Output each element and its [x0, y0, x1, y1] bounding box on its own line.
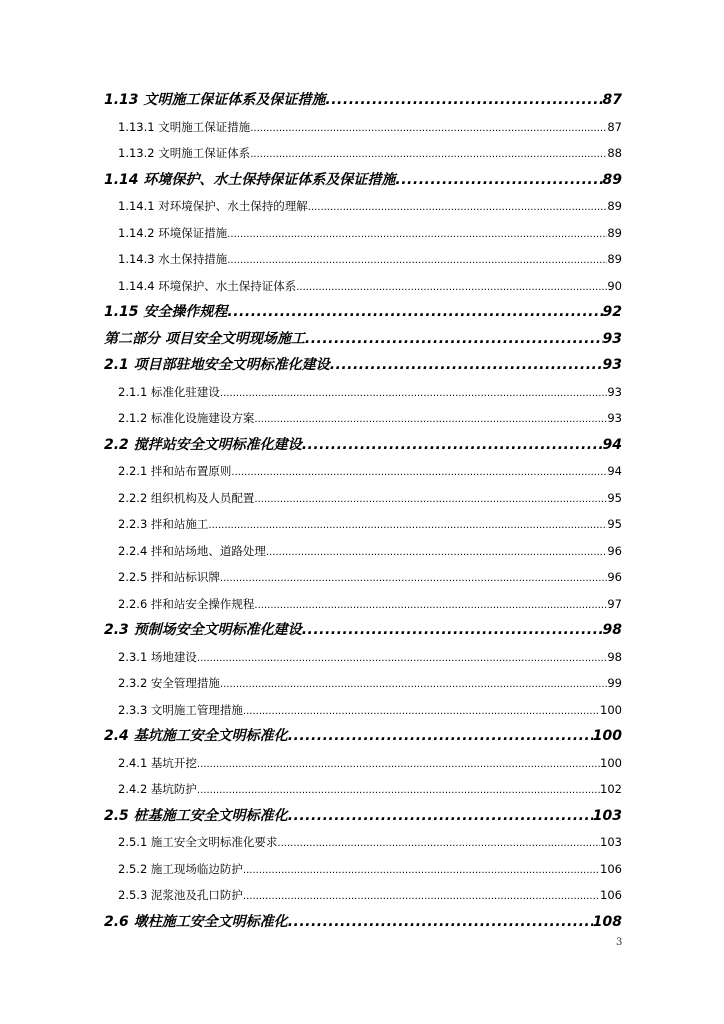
toc-entry-page: 89	[607, 199, 622, 213]
toc-entry-page: 93	[607, 411, 622, 425]
toc-entry-title: 2.2.3 拌和站施工	[118, 517, 209, 531]
toc-entry[interactable]	[104, 167, 622, 194]
toc-entry-page: 89	[607, 225, 622, 240]
toc-dot-leader	[250, 116, 607, 143]
toc-entry[interactable]	[104, 432, 622, 459]
toc-entry-page: 95	[607, 490, 622, 505]
toc-entry-page: 93	[602, 357, 622, 373]
toc-entry-title: 1.14.4 环境保护、水土保持证体系	[118, 278, 297, 293]
toc-dot-leader	[266, 540, 607, 567]
toc-dot-leader	[254, 407, 607, 434]
toc-entry-title: 2.1.2 标准化设施建设方案	[118, 411, 255, 425]
toc-entry-page: 106	[600, 888, 622, 902]
toc-dot-leader	[277, 831, 600, 858]
toc-entry-title: 1.14.3 水土保持措施	[118, 252, 228, 266]
toc-entry-title: 2.3 预制场安全文明标准化建设	[104, 622, 302, 638]
toc-entry[interactable]	[104, 776, 622, 803]
toc-entry-title: 2.5.1 施工安全文明标准化要求	[118, 835, 278, 849]
toc-entry[interactable]	[104, 326, 622, 353]
toc-entry[interactable]	[104, 803, 622, 830]
toc-entry-page: 98	[602, 622, 622, 638]
toc-entry-title: 2.1 项目部驻地安全文明标准化建设	[104, 357, 330, 373]
toc-entry-page: 98	[607, 649, 622, 664]
toc-dot-leader	[395, 167, 602, 194]
toc-entry-title: 2.3.3 文明施工管理措施	[118, 702, 243, 717]
toc-entry-title: 2.3.2 安全管理措施	[118, 676, 220, 690]
toc-entry-page: 89	[602, 171, 622, 188]
toc-entry[interactable]	[104, 246, 622, 273]
toc-entry[interactable]	[104, 220, 622, 247]
toc-entry-title: 1.14.1 对环境保护、水土保持的理解	[118, 199, 308, 213]
toc-entry-title: 2.5.3 泥浆池及孔口防护	[118, 888, 243, 902]
toc-entry[interactable]	[104, 697, 622, 724]
toc-dot-leader	[220, 672, 607, 699]
toc-entry[interactable]	[104, 273, 622, 300]
table-of-contents	[104, 87, 622, 935]
toc-entry-page: 94	[607, 464, 622, 478]
toc-dot-leader	[243, 884, 600, 911]
toc-entry[interactable]	[104, 193, 622, 220]
toc-entry-page: 88	[607, 146, 622, 160]
toc-entry[interactable]	[104, 87, 622, 114]
toc-dot-leader	[197, 778, 600, 805]
toc-entry-title: 1.13 文明施工保证体系及保证措施	[104, 92, 326, 108]
toc-entry[interactable]	[104, 564, 622, 591]
toc-entry-page: 87	[607, 119, 622, 134]
toc-entry[interactable]	[104, 856, 622, 883]
toc-entry-title: 2.2.1 拌和站布置原则	[118, 464, 232, 478]
toc-dot-leader	[296, 275, 607, 302]
toc-dot-leader	[254, 593, 607, 620]
toc-dot-leader	[227, 248, 607, 275]
toc-entry[interactable]	[104, 140, 622, 167]
toc-entry-title: 2.4 基坑施工安全文明标准化	[104, 728, 288, 744]
toc-entry-title: 2.2.4 拌和站场地、道路处理	[118, 543, 266, 558]
toc-entry[interactable]	[104, 829, 622, 856]
toc-entry-page: 93	[602, 330, 622, 347]
toc-entry[interactable]	[104, 538, 622, 565]
toc-entry-page: 96	[607, 543, 622, 558]
toc-entry-title: 1.13.2 文明施工保证体系	[118, 146, 251, 160]
toc-entry-title: 2.2.5 拌和站标识牌	[118, 570, 220, 584]
toc-entry-page: 96	[607, 570, 622, 584]
toc-entry-page: 95	[607, 517, 622, 531]
toc-entry-page: 94	[602, 436, 622, 453]
toc-entry-title: 2.2 搅拌站安全文明标准化建设	[104, 436, 302, 453]
toc-entry[interactable]	[104, 299, 622, 326]
toc-entry-page: 100	[600, 702, 622, 717]
toc-entry-title: 2.5.2 施工现场临边防护	[118, 861, 243, 876]
toc-entry-title: 2.1.1 标准化驻建设	[118, 384, 220, 399]
toc-dot-leader	[325, 87, 602, 114]
toc-entry-page: 89	[607, 252, 622, 266]
toc-dot-leader	[254, 487, 607, 514]
toc-dot-leader	[308, 195, 608, 222]
toc-entry[interactable]	[104, 617, 622, 644]
toc-dot-leader	[227, 299, 602, 326]
toc-entry-page: 92	[602, 304, 622, 320]
toc-entry[interactable]	[104, 670, 622, 697]
toc-entry[interactable]	[104, 644, 622, 671]
toc-entry-title: 2.6 墩柱施工安全文明标准化	[104, 913, 288, 930]
toc-dot-leader	[305, 326, 603, 353]
toc-entry[interactable]	[104, 379, 622, 406]
toc-dot-leader	[243, 699, 600, 726]
toc-entry[interactable]	[104, 511, 622, 538]
toc-entry-title: 2.3.1 场地建设	[118, 649, 197, 664]
toc-entry-title: 2.4.1 基坑开挖	[118, 755, 197, 770]
toc-entry-page: 100	[600, 755, 622, 770]
toc-entry-page: 93	[607, 384, 622, 399]
toc-entry-page: 102	[600, 782, 622, 796]
toc-entry[interactable]	[104, 352, 622, 379]
toc-dot-leader	[288, 803, 593, 830]
toc-entry-page: 87	[602, 92, 622, 108]
toc-dot-leader	[250, 142, 607, 169]
toc-dot-leader	[231, 460, 607, 487]
toc-dot-leader	[220, 566, 607, 593]
toc-dot-leader	[302, 432, 603, 459]
toc-entry-title: 2.2.2 组织机构及人员配置	[118, 490, 255, 505]
toc-entry-title: 1.14 环境保护、水土保持保证体系及保证措施	[104, 171, 396, 188]
toc-entry-page: 100	[592, 728, 622, 744]
toc-dot-leader	[243, 858, 600, 885]
toc-entry-title: 1.15 安全操作规程	[104, 304, 228, 320]
toc-entry-title: 第二部分 项目安全文明现场施工	[104, 330, 305, 347]
toc-dot-leader	[227, 222, 607, 249]
toc-entry[interactable]	[104, 909, 622, 936]
toc-entry[interactable]	[104, 405, 622, 432]
page-number: 3	[616, 937, 623, 948]
toc-entry[interactable]	[104, 485, 622, 512]
toc-entry-title: 2.2.6 拌和站安全操作规程	[118, 596, 255, 611]
toc-dot-leader	[330, 352, 603, 379]
toc-entry[interactable]	[104, 750, 622, 777]
toc-entry-page: 90	[607, 278, 622, 293]
toc-entry-page: 97	[607, 596, 622, 611]
toc-entry-page: 103	[600, 835, 622, 849]
toc-dot-leader	[197, 752, 600, 779]
toc-entry-page: 103	[592, 807, 622, 824]
toc-dot-leader	[288, 909, 593, 936]
toc-entry-page: 108	[592, 913, 622, 930]
toc-entry-page: 99	[607, 676, 622, 690]
toc-entry[interactable]	[104, 882, 622, 909]
toc-entry-title: 2.4.2 基坑防护	[118, 782, 197, 796]
toc-dot-leader	[197, 646, 607, 673]
toc-entry-title: 2.5 桩基施工安全文明标准化	[104, 807, 288, 824]
toc-entry-title: 1.13.1 文明施工保证措施	[118, 119, 251, 134]
toc-entry[interactable]	[104, 114, 622, 141]
toc-entry-title: 1.14.2 环境保证措施	[118, 225, 228, 240]
toc-dot-leader	[302, 617, 603, 644]
toc-dot-leader	[220, 381, 607, 408]
toc-entry-page: 106	[600, 861, 622, 876]
toc-dot-leader	[208, 513, 607, 540]
toc-entry[interactable]	[104, 723, 622, 750]
toc-entry[interactable]	[104, 591, 622, 618]
toc-dot-leader	[288, 723, 593, 750]
toc-entry[interactable]	[104, 458, 622, 485]
